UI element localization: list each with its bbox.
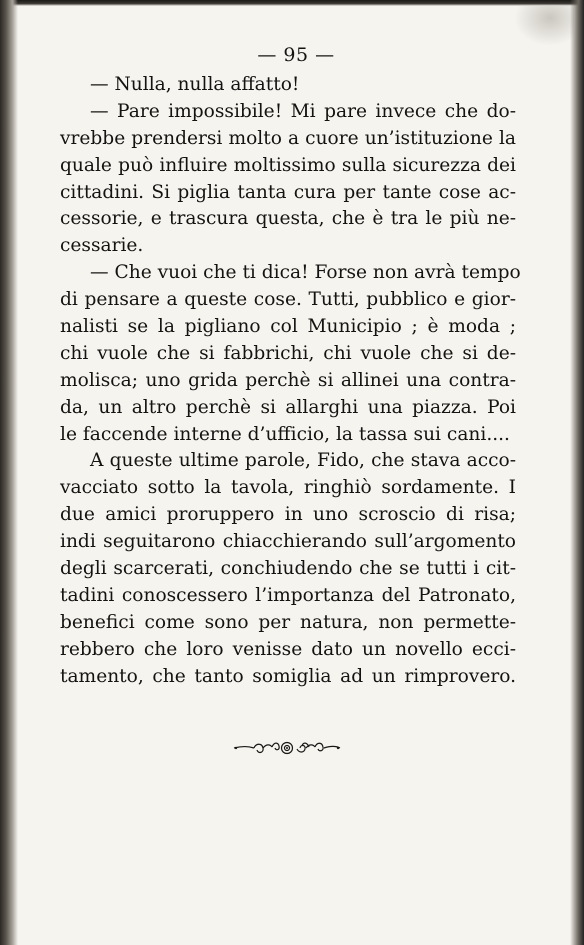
text-line: — Che vuoi che ti dica! Forse non avrà tempo	[90, 262, 521, 284]
text-line: chi vuole che si fabbrichi, chi vuole che si de-	[60, 342, 516, 364]
text-line: indi seguitarono chiacchierando sull’argomento	[60, 531, 516, 553]
page-number: — 95 —	[257, 44, 335, 66]
text-line: tamento, che tanto somiglia ad un rimprovero.	[60, 665, 516, 687]
text-line: vrebbe prendersi molto a cuore un’istituzione la	[60, 127, 516, 149]
text-line: le faccende interne d’ufficio, la tassa sui cani....	[60, 423, 510, 445]
text-line: cessarie.	[60, 235, 144, 257]
text-line: — Pare impossibile! Mi pare invece che do-	[90, 100, 516, 122]
text-line: tadini conoscessero l’importanza del Patronato,	[60, 584, 516, 606]
text-line: quale può influire moltissimo sulla sicurezza dei	[60, 154, 516, 176]
text-line: da, un altro perchè si allarghi una piazza. Poi	[60, 396, 516, 418]
page-left-edge	[0, 0, 18, 945]
page-stain	[514, 6, 574, 46]
scroll-ornament-icon	[232, 737, 342, 759]
page-right-edge	[570, 0, 584, 945]
text-line: vacciato sotto la tavola, ringhiò sordamente. I	[60, 477, 516, 499]
page-top-edge	[0, 0, 584, 6]
text-line: di pensare a queste cose. Tutti, pubblico e gior-	[60, 289, 516, 311]
text-line: cessorie, e trascura questa, che è tra le più ne-	[60, 208, 516, 230]
page-text-block	[60, 38, 521, 690]
text-line: due amici proruppero in uno scroscio di risa;	[60, 504, 516, 526]
text-line: cittadini. Si piglia tanta cura per tante cose ac-	[60, 181, 516, 203]
text-line: nalisti se la pigliano col Municipio ; è moda ;	[60, 316, 516, 338]
body-text	[60, 72, 521, 690]
text-line: molisca; uno grida perchè si allinei una contra-	[60, 369, 516, 391]
text-line: benefici come sono per natura, non permette-	[60, 611, 516, 633]
text-line: degli scarcerati, conchiudendo che se tutti i cit-	[60, 558, 516, 580]
text-line: rebbero che loro venisse dato un novello ecci-	[60, 638, 516, 660]
text-line: — Nulla, nulla affatto!	[90, 74, 300, 95]
text-line: A queste ultime parole, Fido, che stava acco-	[90, 450, 516, 472]
